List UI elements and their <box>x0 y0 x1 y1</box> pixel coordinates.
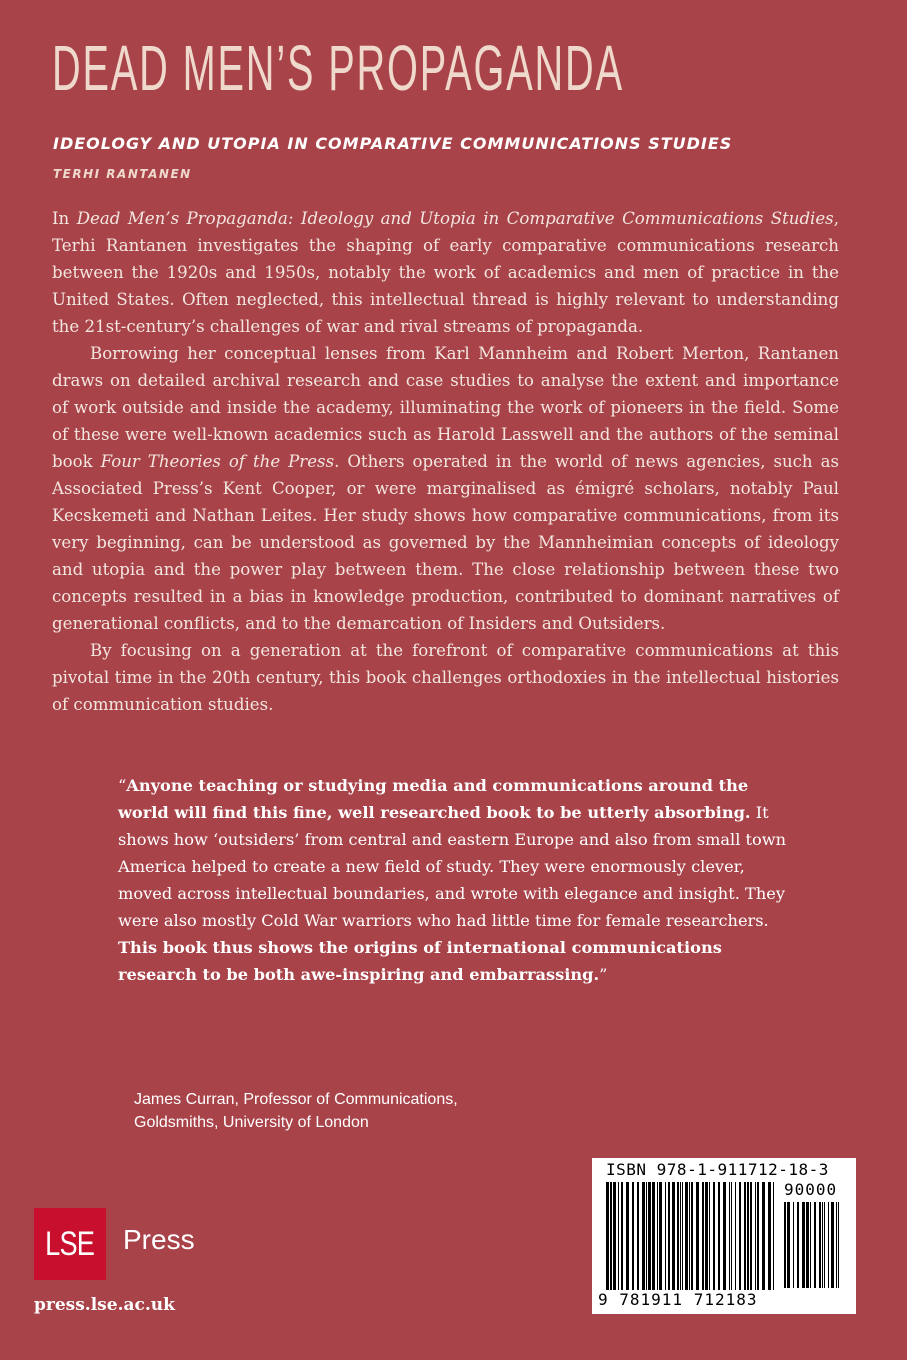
barcode-bar <box>838 1202 839 1288</box>
barcode-bar <box>824 1202 825 1288</box>
barcode-bar <box>828 1202 829 1288</box>
description-paragraph-3 <box>52 637 839 718</box>
barcode-bar <box>626 1182 629 1290</box>
book-title-italic: Dead Men’s Propaganda: Ideology and Utopia in Comparative Communications Studies <box>76 209 834 228</box>
text-span: , Terhi Rantanen investigates the shaping of early comparative communications research between the 1920s and 1950s, notably the work of academics and men of practice in the United States. Often neglected, this intellectual thread is highly relevant to understanding the 21st-century’s challenges of war and rival streams of propaganda. <box>52 209 839 336</box>
barcode-bar <box>819 1202 821 1288</box>
barcode-bar <box>610 1182 612 1290</box>
price-addon-label: 90000 <box>784 1180 838 1199</box>
text-span: Borrowing her conceptual lenses from Karl Mannheim and Robert Merton, Rantanen draws on detailed archival research and case studies to analyse the extent and importance of work outside and inside the academy, illuminating the work of pioneers in the field. Some of these were well-known academics such as Harold Lasswell and the authors of the seminal book <box>52 344 839 471</box>
barcode-bar <box>744 1182 746 1290</box>
barcode-bar <box>757 1182 759 1290</box>
barcode-bar <box>739 1182 741 1290</box>
isbn-barcode <box>592 1158 856 1314</box>
barcode-digits: 9 781911 712183 <box>598 1290 758 1309</box>
publisher-url: press.lse.ac.uk <box>34 1295 175 1315</box>
barcode-bar <box>773 1182 774 1290</box>
quote-bold-text: Anyone teaching or studying media and communications around the world will find this fine, well researched book to be utterly absorbing. <box>118 776 751 822</box>
barcode-bar <box>747 1182 749 1290</box>
barcode-bar <box>657 1182 658 1290</box>
barcode-bar <box>793 1202 794 1288</box>
barcode-bar <box>836 1202 837 1288</box>
barcode-bars-addon <box>784 1202 842 1288</box>
barcode-bar <box>822 1202 823 1288</box>
open-quote-mark: “ <box>118 776 127 795</box>
barcode-bar <box>709 1182 710 1290</box>
barcode-bar <box>632 1182 634 1290</box>
barcode-bar <box>672 1182 675 1290</box>
barcode-bar <box>718 1182 720 1290</box>
barcode-bar <box>750 1182 752 1290</box>
barcode-bar <box>797 1202 799 1288</box>
barcode-bar <box>702 1182 704 1290</box>
barcode-bar <box>637 1182 639 1290</box>
barcode-bar <box>729 1182 730 1290</box>
barcode-bar <box>814 1202 816 1288</box>
close-quote-mark: ” <box>599 965 608 984</box>
barcode-bar <box>682 1182 683 1290</box>
barcode-bar <box>731 1182 732 1290</box>
quote-text: It shows how ‘outsiders’ from central and eastern Europe and also from small town America helped to create a new field of study. They were enormously clever, moved across intellectual boundaries, and wrote with elegance and insight. They were also mostly Cold War warriors who had little time for female researchers. <box>118 803 787 930</box>
barcode-bar <box>810 1202 811 1288</box>
text-span: By focusing on a generation at the forefront of comparative communications at this pivotal time in the 20th century, this book challenges orthodoxies in the intellectual histories of communication studies. <box>52 641 839 714</box>
author-name: TERHI RANTANEN <box>53 167 192 181</box>
barcode-bar <box>659 1182 662 1290</box>
barcode-bar <box>787 1202 790 1288</box>
text-span: In <box>52 209 77 228</box>
publisher-name: Press <box>123 1224 195 1255</box>
book-subtitle: IDEOLOGY AND UTOPIA IN COMPARATIVE COMMUNICATIONS STUDIES <box>53 134 733 153</box>
book-description <box>52 205 839 718</box>
isbn-label: ISBN 978-1-911712-18-3 <box>606 1160 829 1179</box>
barcode-bar <box>713 1182 715 1290</box>
lse-logo <box>34 1208 106 1280</box>
barcode-bar <box>755 1182 756 1290</box>
barcode-bar <box>735 1182 736 1290</box>
barcode-bar <box>685 1182 688 1290</box>
barcode-bar <box>723 1182 726 1290</box>
barcode-bar <box>613 1182 616 1290</box>
barcode-bar <box>621 1182 623 1290</box>
text-span: . Others operated in the world of news agencies, such as Associated Press’s Kent Cooper, or were marginalised as émigré scholars, notably Paul Kecskemeti and Nathan Leites. Her study shows how comparative communications, from its very beginning, can be understood as governed by the Mannheimian concepts of ideology and utopia and the power play between them. The close relationship between these two concepts resulted in a bias in knowledge production, contributed to dominant narratives of generational conflicts, and to the demarcation of Insiders and Outsiders. <box>52 452 839 633</box>
attribution-line: Goldsmiths, University of London <box>134 1114 369 1131</box>
barcode-bar <box>665 1182 666 1290</box>
book-title: DEAD MEN’S PROPAGANDA <box>52 32 624 104</box>
barcode-bar <box>646 1182 647 1290</box>
quote-bold-text: This book thus shows the origins of international communications research to be both awe-inspiring and embarrassing. <box>118 938 722 984</box>
endorsement-quote <box>118 772 798 988</box>
barcode-bar <box>802 1202 805 1288</box>
barcode-bar <box>677 1182 679 1290</box>
barcode-bar <box>606 1182 609 1290</box>
barcode-bar <box>668 1182 670 1290</box>
barcode-bar <box>652 1182 655 1290</box>
barcode-bar <box>806 1202 809 1288</box>
barcode-bar <box>762 1182 765 1290</box>
barcode-bar <box>696 1182 699 1290</box>
barcode-bars-main <box>606 1182 776 1290</box>
cited-book-title-italic: Four Theories of the Press <box>100 452 335 471</box>
quote-attribution <box>134 1088 458 1134</box>
barcode-bar <box>768 1182 771 1290</box>
barcode-bar <box>831 1202 834 1288</box>
barcode-bar <box>642 1182 645 1290</box>
attribution-line: James Curran, Professor of Communications, <box>134 1091 458 1108</box>
description-paragraph-2 <box>52 340 839 637</box>
barcode-bar <box>689 1182 690 1290</box>
barcode-bar <box>648 1182 651 1290</box>
barcode-bar <box>691 1182 693 1290</box>
barcode-bar <box>680 1182 681 1290</box>
barcode-bar <box>705 1182 708 1290</box>
barcode-bar <box>784 1202 786 1288</box>
lse-logo-text: LSE <box>45 1224 95 1263</box>
barcode-bar <box>618 1182 619 1290</box>
description-paragraph-1 <box>52 205 839 340</box>
